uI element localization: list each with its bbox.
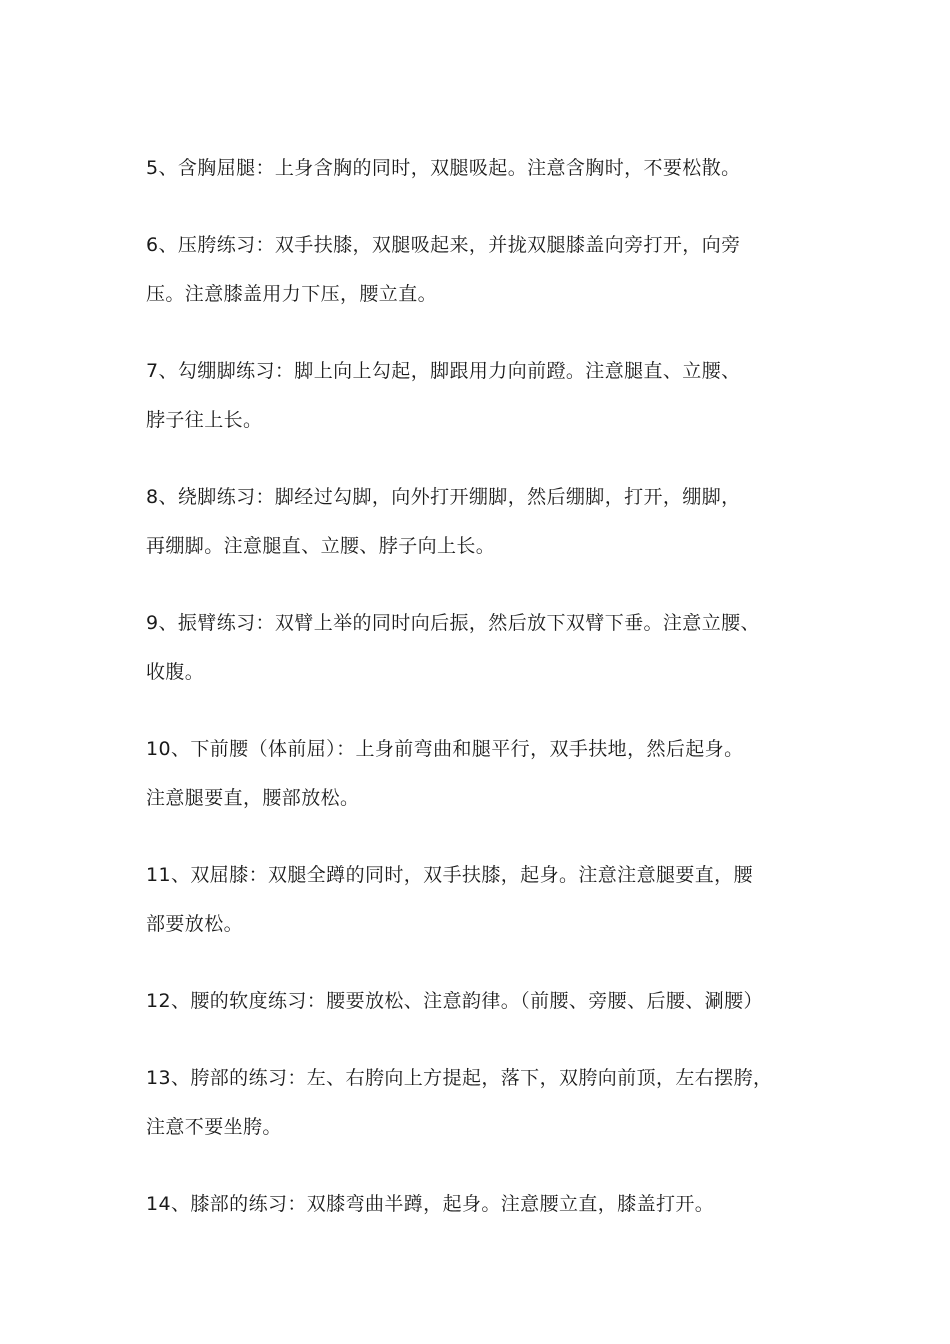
exercise-item-10 [146, 725, 814, 823]
exercise-item-line: 13、胯部的练习：左、右胯向上方提起，落下，双胯向前顶，左右摆胯， [146, 1067, 773, 1089]
exercise-item-line: 再绷脚。注意腿直、立腰、脖子向上长。 [146, 535, 496, 557]
exercise-item-line: 部要放松。 [146, 913, 244, 935]
exercise-item-line: 14、膝部的练习：双膝弯曲半蹲，起身。注意腰立直，膝盖打开。 [146, 1193, 715, 1215]
exercise-item-13 [146, 1054, 814, 1152]
exercise-item-line: 脖子往上长。 [146, 409, 263, 431]
exercise-item-12 [146, 977, 814, 1026]
exercise-item-line: 12、腰的软度练习：腰要放松、注意韵律。（前腰、旁腰、后腰、涮腰） [146, 990, 763, 1012]
exercise-item-line: 压。注意膝盖用力下压，腰立直。 [146, 283, 438, 305]
exercise-item-8 [146, 473, 814, 571]
exercise-item-line: 8、绕脚练习：脚经过勾脚，向外打开绷脚，然后绷脚，打开，绷脚， [146, 486, 741, 508]
exercise-item-line: 注意不要坐胯。 [146, 1116, 282, 1138]
exercise-item-7 [146, 347, 814, 445]
exercise-item-6 [146, 221, 814, 319]
exercise-item-14 [146, 1180, 814, 1229]
exercise-item-line: 11、双屈膝：双腿全蹲的同时，双手扶膝，起身。注意注意腿要直，腰 [146, 864, 753, 886]
exercise-item-line: 6、压胯练习：双手扶膝，双腿吸起来，并拢双腿膝盖向旁打开，向旁 [146, 234, 741, 256]
exercise-item-9 [146, 599, 814, 697]
exercise-item-line: 10、下前腰（体前屈）：上身前弯曲和腿平行，双手扶地，然后起身。 [146, 738, 744, 760]
exercise-item-line: 注意腿要直，腰部放松。 [146, 787, 360, 809]
exercise-item-11 [146, 851, 814, 949]
exercise-item-line: 9、振臂练习：双臂上举的同时向后振，然后放下双臂下垂。注意立腰、 [146, 612, 760, 634]
exercise-item-5 [146, 144, 814, 193]
exercise-item-line: 7、勾绷脚练习：脚上向上勾起，脚跟用力向前蹬。注意腿直、立腰、 [146, 360, 741, 382]
exercise-item-line: 收腹。 [146, 661, 205, 683]
exercise-list [146, 144, 814, 1257]
exercise-item-line: 5、含胸屈腿：上身含胸的同时，双腿吸起。注意含胸时，不要松散。 [146, 157, 741, 179]
